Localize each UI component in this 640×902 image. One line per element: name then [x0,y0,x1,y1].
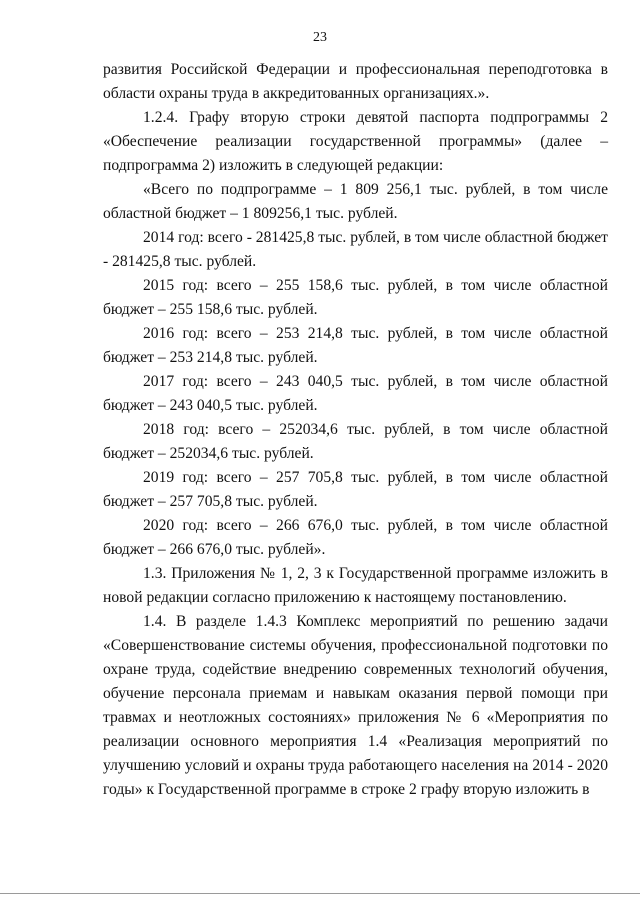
paragraph-11: 1.3. Приложения № 1, 2, 3 к Государственной программе изложить в новой редакции согласно приложению к настоящему постановлению. [103,565,608,606]
paragraph-2: 1.2.4. Графу вторую строки девятой паспорта подпрограммы 2 «Обеспечение реализации государственной программы» (далее – подпрограмма 2) изложить в следующей редакции: [103,109,608,174]
paragraph-5: 2015 год: всего – 255 158,6 тыс. рублей, в том числе областной бюджет – 255 158,6 тыс. рублей. [103,277,608,318]
paragraph-10: 2020 год: всего – 266 676,0 тыс. рублей, в том числе областной бюджет – 266 676,0 тыс. рублей». [103,517,608,558]
paragraph-4: 2014 год: всего - 281425,8 тыс. рублей, в том числе областной бюджет - 281425,8 тыс. рублей. [103,229,608,270]
paragraph-8: 2018 год: всего – 252034,6 тыс. рублей, в том числе областной бюджет – 252034,6 тыс. рублей. [103,421,608,462]
paragraph-6: 2016 год: всего – 253 214,8 тыс. рублей, в том числе областной бюджет – 253 214,8 тыс. рублей. [103,325,608,366]
bottom-edge-rule [0,893,640,894]
document-body [103,58,608,802]
paragraph-7: 2017 год: всего – 243 040,5 тыс. рублей, в том числе областной бюджет – 243 040,5 тыс. рублей. [103,373,608,414]
paragraph-1: развития Российской Федерации и профессиональная переподготовка в области охраны труда в аккредитованных организациях.». [103,61,608,102]
paragraph-9: 2019 год: всего – 257 705,8 тыс. рублей, в том числе областной бюджет – 257 705,8 тыс. рублей. [103,469,608,510]
paragraph-3: «Всего по подпрограмме – 1 809 256,1 тыс. рублей, в том числе областной бюджет – 1 809256,1 тыс. рублей. [103,181,608,222]
paragraph-12: 1.4. В разделе 1.4.3 Комплекс мероприятий по решению задачи «Совершенствование системы обучения, профессиональной подготовки по охране труда, содействие внедрению современных технологий обучения, обучение персонала приемам и навыкам оказания первой помощи при травмах и неотложных состояниях» приложения № 6 «Мероприятия по реализации основного мероприятия 1.4 «Реализация мероприятий по улучшению условий и охраны труда работающего населения на 2014 - 2020 годы» к Государственной программе в строке 2 графу вторую изложить в [103,613,608,798]
page-number: 23 [313,30,327,45]
